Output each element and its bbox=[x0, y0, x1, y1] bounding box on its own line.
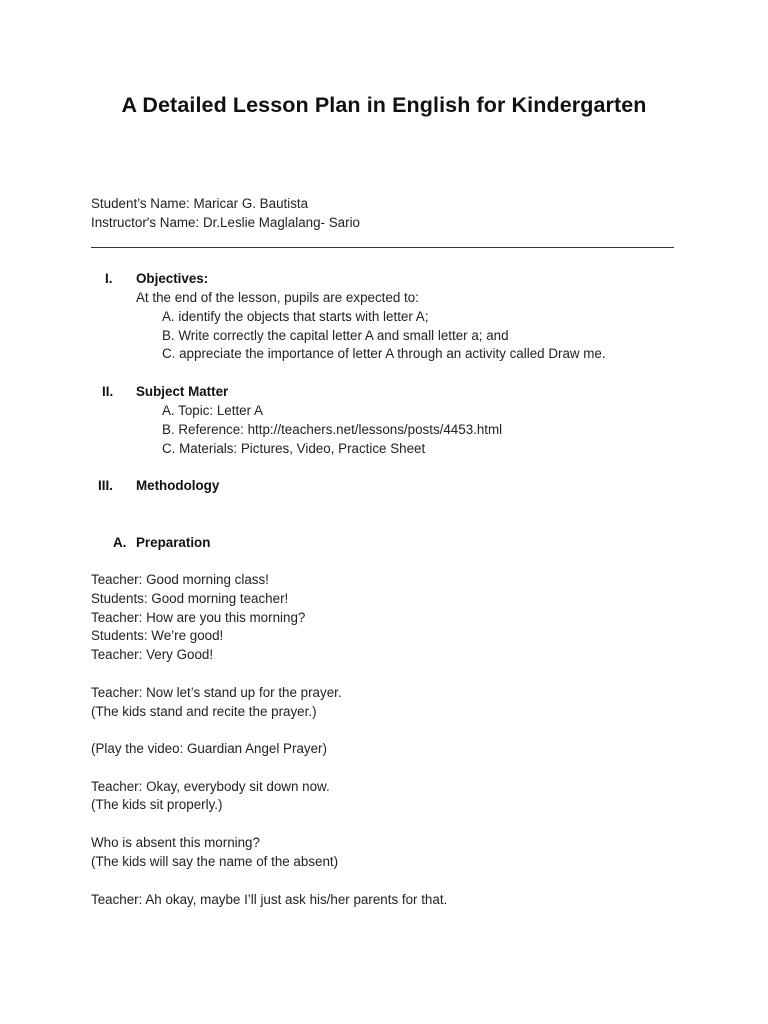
dialogue-line: Teacher: Ah okay, maybe I’ll just ask his/her parents for that. bbox=[91, 892, 448, 907]
subject-matter-item: B. Reference: http://teachers.net/lessons/posts/4453.html bbox=[162, 422, 503, 437]
dialogue-line: Teacher: Okay, everybody sit down now. bbox=[91, 779, 330, 794]
dialogue-line: (Play the video: Guardian Angel Prayer) bbox=[91, 741, 327, 756]
section-heading-methodology: Methodology bbox=[136, 478, 220, 493]
dialogue-line: Students: Good morning teacher! bbox=[91, 591, 289, 606]
document-title: A Detailed Lesson Plan in English for Kindergarten bbox=[121, 93, 647, 117]
subject-matter-item: C. Materials: Pictures, Video, Practice Sheet bbox=[162, 441, 426, 456]
dialogue-line: Teacher: How are you this morning? bbox=[91, 610, 306, 625]
subsection-letter-preparation: A. bbox=[113, 535, 127, 550]
subject-matter-item: A. Topic: Letter A bbox=[162, 403, 263, 418]
objective-item: B. Write correctly the capital letter A and small letter a; and bbox=[162, 328, 509, 343]
instructor-name: Instructor's Name: Dr.Leslie Maglalang- Sario bbox=[91, 215, 360, 230]
section-heading-subject-matter: Subject Matter bbox=[136, 384, 229, 399]
separator-line bbox=[91, 247, 674, 248]
student-name: Student’s Name: Maricar G. Bautista bbox=[91, 196, 309, 211]
section-heading-objectives: Objectives: bbox=[136, 271, 209, 286]
objective-item: A. identify the objects that starts with letter A; bbox=[162, 309, 429, 324]
subsection-heading-preparation: Preparation bbox=[136, 535, 211, 550]
section-numeral-subject-matter: II. bbox=[102, 384, 114, 399]
dialogue-line: Teacher: Very Good! bbox=[91, 647, 214, 662]
section-numeral-methodology: III. bbox=[98, 478, 113, 493]
objectives-intro: At the end of the lesson, pupils are expected to: bbox=[136, 290, 419, 305]
dialogue-line: Teacher: Good morning class! bbox=[91, 572, 269, 587]
dialogue-line: Who is absent this morning? bbox=[91, 835, 260, 850]
dialogue-line: (The kids will say the name of the absent) bbox=[91, 854, 339, 869]
dialogue-line: (The kids sit properly.) bbox=[91, 797, 223, 812]
dialogue-line: Teacher: Now let’s stand up for the prayer. bbox=[91, 685, 342, 700]
dialogue-line: Students: We’re good! bbox=[91, 628, 224, 643]
objective-item: C. appreciate the importance of letter A through an activity called Draw me. bbox=[162, 346, 606, 361]
dialogue-line: (The kids stand and recite the prayer.) bbox=[91, 704, 317, 719]
section-numeral-objectives: I. bbox=[105, 271, 113, 286]
